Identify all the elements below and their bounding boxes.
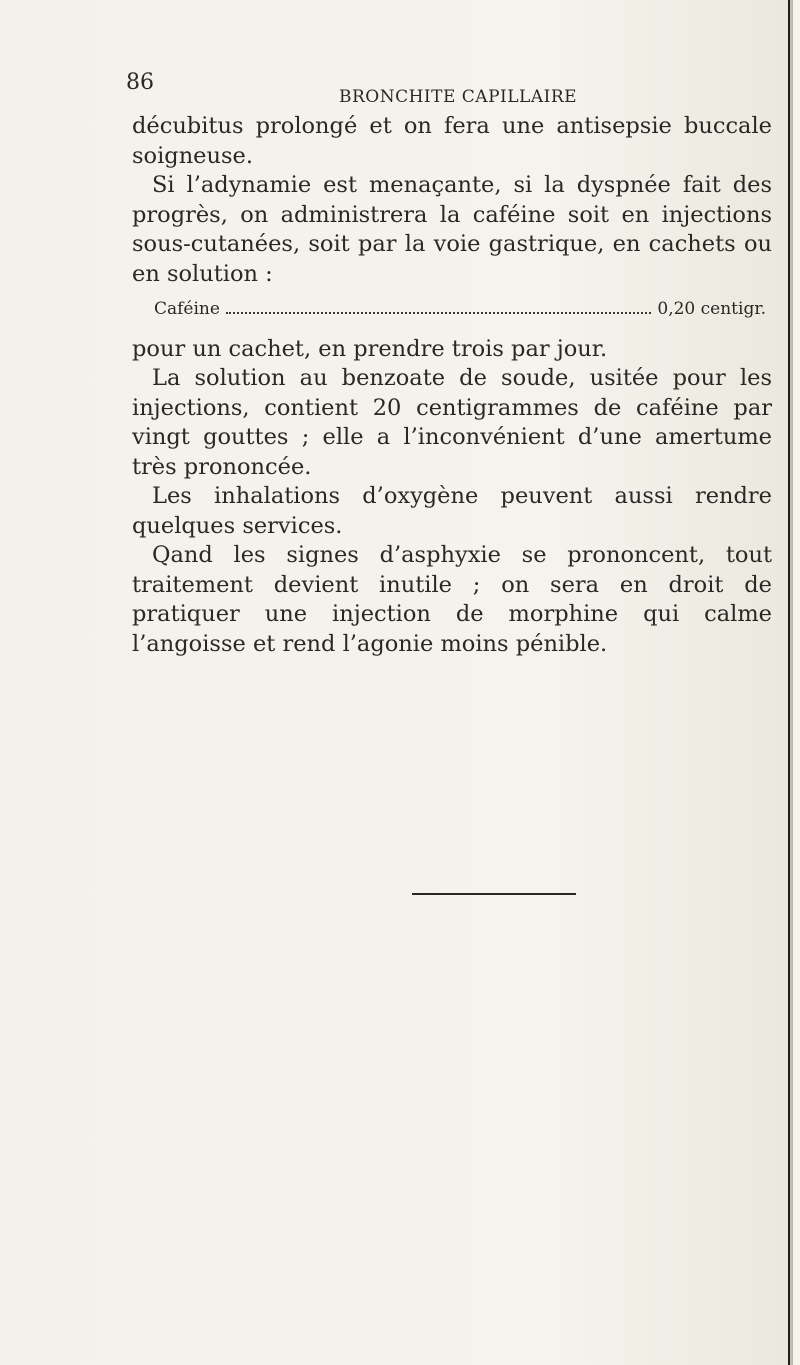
paragraph-benzoate: La solution au benzoate de soude, usitée pour les injections, contient 20 centigrammes de caféine par vingt gouttes ; elle a l’inconvénient d’une amertume très prononcée. (132, 365, 772, 480)
section-end-rule (412, 893, 576, 895)
paragraph-continuation: décubitus prolongé et on fera une antisepsie buccale soigneuse. (132, 113, 772, 169)
dot-leader (226, 312, 651, 314)
page-gutter-line (788, 0, 790, 1365)
page-number: 86 (126, 70, 154, 95)
paragraph-adynamie: Si l’adynamie est menaçante, si la dyspnée fait des progrès, on administrera la caféine soit en injections sous-cutanées, soit par la voie gastrique, en cachets ou en solution : (132, 172, 772, 287)
body-text (132, 112, 772, 659)
formula-substance: Caféine (154, 299, 220, 319)
paragraph-asphyxie: Qand les signes d’asphyxie se prononcent, tout traitement devient inutile ; on sera en droit de pratiquer une injection de morphine qui calme l’angoisse et rend l’agonie moins pénible. (132, 542, 772, 657)
formula-dose: 0,20 centigr. (657, 299, 766, 319)
running-title: BRONCHITE CAPILLAIRE (339, 87, 578, 107)
prescription-formula (132, 295, 772, 325)
paragraph-cachet: pour un cachet, en prendre trois par jour. (132, 335, 608, 362)
paragraph-oxygene: Les inhalations d’oxygène peuvent aussi rendre quelques services. (132, 483, 772, 539)
